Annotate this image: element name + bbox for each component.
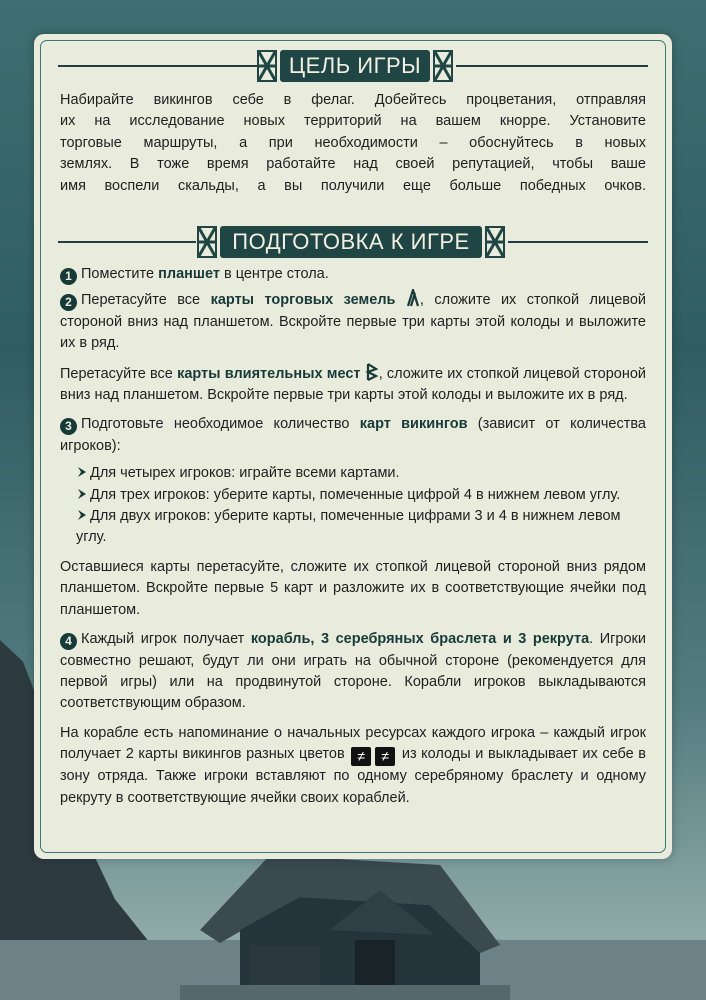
goal-text	[60, 90, 646, 197]
heading-rule-right	[456, 65, 648, 67]
number-4-icon: 4	[60, 633, 77, 650]
goal-line: их на исследование новых территорий на вашем кнорре. Установите	[60, 113, 646, 130]
setup-title: ПОДГОТОВКА К ИГРЕ	[220, 226, 482, 258]
influence-paragraph	[60, 363, 646, 407]
step-text: в центре стола.	[219, 266, 329, 282]
list-item-text: Для двух игроков: уберите карты, помеченные цифрами 3 и 4 в нижнем левом углу.	[76, 508, 621, 546]
different-color-card-icon: ≠	[351, 747, 371, 766]
step-text: Подготовьте необходимое количество	[81, 416, 360, 433]
ship-paragraph	[60, 723, 646, 809]
arrow-bullet-icon	[76, 466, 87, 478]
list-item-text: Для трех игроков: уберите карты, помеченные цифрой 4 в нижнем левом углу.	[90, 486, 621, 503]
number-2-icon: 2	[60, 294, 77, 311]
goal-line: Набирайте викингов себе в фелаг. Добейтесь процветания, отправляя	[60, 92, 646, 108]
setup-heading	[58, 222, 648, 262]
list-item	[76, 485, 646, 506]
setup-text	[60, 264, 646, 809]
different-color-card-icon: ≠	[375, 747, 395, 766]
step-bold: карты торговых земель	[210, 292, 396, 309]
step-bold: корабль, 3 серебряных браслета и 3 рекрута	[250, 631, 590, 648]
goal-line: торговые маршруты, а при необходимости – обоснуйтесь в новых	[60, 134, 646, 151]
step-text: (зависит от количества игроков):	[60, 416, 646, 454]
paragraph-text: из колоды и выкладывает их себе в зону отряда. Также игроки вставляют по одному серебряному браслету и одному рекруту в соответствующие ячейки своих кораблей.	[60, 746, 646, 806]
step-bold: планшет	[158, 266, 220, 282]
remaining-cards-paragraph: Оставшиеся карты перетасуйте, сложите их стопкой лицевой стороной вниз рядом планшетом. Вскройте первые 5 карт и разложите их в соответствующие ячейки под планшетом.	[60, 558, 646, 618]
arrow-bullet-icon	[76, 509, 87, 521]
celtic-knot-icon	[484, 225, 506, 259]
list-item	[76, 506, 646, 549]
step-1	[60, 264, 646, 285]
step-3	[60, 414, 646, 457]
step-text: . Игроки совместно решают, будут ли они играть на обычной стороне (рекомендуется для первой игры) или на продвинутой стороне. Корабли игроков выкладываются соответствующим образом.	[60, 631, 646, 712]
step-2	[60, 289, 646, 354]
celtic-knot-icon	[432, 49, 454, 83]
paragraph-text: Перетасуйте все	[60, 365, 178, 382]
step-text: Перетасуйте все	[81, 292, 211, 309]
heading-rule-left	[58, 241, 196, 243]
heading-rule-right	[508, 241, 648, 243]
arrow-bullet-icon	[76, 488, 87, 500]
step-text: Поместите	[81, 266, 159, 282]
influential-places-rune-icon	[365, 363, 379, 381]
number-3-icon: 3	[60, 418, 77, 435]
celtic-knot-icon	[196, 225, 218, 259]
step-bold: карт викингов	[359, 416, 468, 433]
step-4	[60, 629, 646, 715]
paragraph-text: На корабле есть напоминание о начальных ресурсах каждого игрока – каждый игрок получает 2 карты викингов разных цветов	[60, 724, 646, 763]
goal-heading	[58, 46, 648, 86]
step-text: , сложите их стопкой лицевой стороной вниз над планшетом. Вскройте первые три карты этой колоды и выложите их в ряд.	[60, 292, 646, 352]
trade-lands-rune-icon	[406, 289, 420, 307]
celtic-knot-icon	[256, 49, 278, 83]
goal-title: ЦЕЛЬ ИГРЫ	[280, 50, 430, 82]
player-count-list	[60, 463, 646, 549]
goal-line: имя воспели скальды, а вы получили еще больше победных очков.	[60, 177, 646, 194]
list-item	[76, 463, 646, 484]
heading-rule-left	[58, 65, 258, 67]
step-text: Каждый игрок получает	[81, 631, 251, 648]
number-1-icon: 1	[60, 268, 77, 285]
paragraph-bold: карты влиятельных мест	[177, 365, 361, 382]
rules-panel	[34, 34, 672, 859]
paragraph-text: , сложите их стопкой лицевой стороной вниз над планшетом. Вскройте первые три карты этой колоды и выложите их в ряд.	[60, 365, 647, 404]
list-item-text: Для четырех игроков: играйте всеми картами.	[90, 465, 400, 482]
longhouse-illustration	[180, 835, 510, 1000]
goal-line: землях. В тоже время работайте над своей репутацией, чтобы ваше	[60, 156, 646, 173]
